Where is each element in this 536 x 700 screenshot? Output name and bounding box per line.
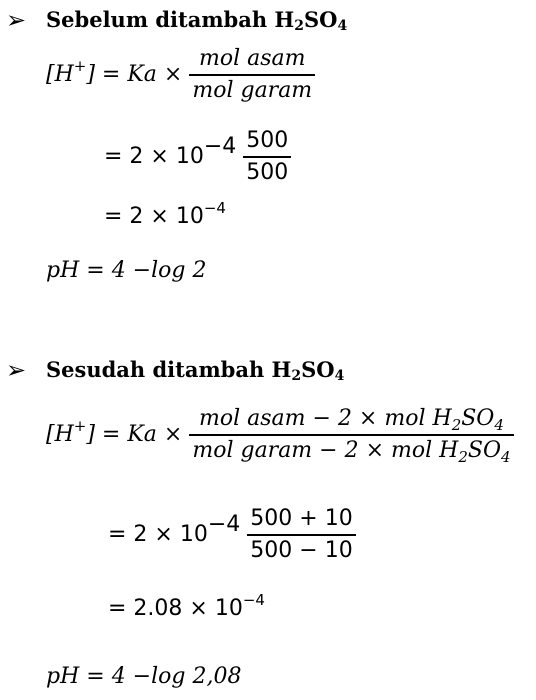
eq-exponent: −4 — [207, 512, 241, 537]
bullet-arrow-icon: ➢ — [6, 356, 27, 384]
section-heading-after — [46, 358, 344, 382]
fraction-mol — [189, 44, 315, 106]
fraction-values — [243, 126, 291, 188]
equation-result-after — [108, 591, 265, 622]
eq-exponent: −4 — [203, 134, 237, 159]
eq-exponent: −4 — [242, 591, 265, 609]
eq-prefix: = 2 × 10 — [104, 204, 204, 229]
heading-text-end: SO — [301, 357, 335, 382]
heading-text: Sebelum ditambah H — [46, 7, 295, 32]
ph-result-before: pH = 4 −log 2 — [46, 258, 207, 283]
equation-h-concentration-before — [46, 44, 315, 106]
fraction-numerator: mol asam − 2 × mol $H_2SO_4$ — [189, 404, 513, 436]
fraction-mol-h2so4 — [189, 404, 513, 466]
fraction-values — [247, 504, 355, 566]
fraction-denominator: mol garam − 2 × mol $H_2SO_4$ — [192, 438, 511, 466]
eq-sup: + — [73, 57, 87, 75]
equation-substitution-after — [108, 504, 356, 566]
heading-subscript: 2 — [294, 18, 304, 34]
fraction-denominator: 500 − 10 — [250, 538, 353, 563]
eq-prefix: = 2 × 10 — [104, 144, 204, 169]
fraction-denominator: 500 — [246, 160, 289, 185]
heading-text: Sesudah ditambah H — [46, 357, 292, 382]
fraction-numerator: 500 — [243, 126, 291, 158]
eq-lhs: [H — [46, 62, 74, 87]
equation-substitution-before — [104, 126, 291, 188]
eq-mid: ] = Ka × — [86, 422, 183, 447]
eq-sup: + — [73, 417, 87, 435]
equation-result-before — [104, 199, 226, 230]
eq-mid: ] = Ka × — [86, 62, 183, 87]
heading-subscript-2: 4 — [337, 18, 348, 34]
fraction-numerator: mol asam — [189, 44, 315, 76]
eq-exponent: −4 — [203, 199, 226, 217]
eq-prefix: = 2.08 × 10 — [108, 596, 243, 621]
fraction-numerator: 500 + 10 — [247, 504, 355, 536]
heading-subscript: 2 — [291, 368, 302, 384]
bullet-arrow-icon: ➢ — [6, 6, 27, 34]
eq-lhs: [H — [46, 422, 74, 447]
heading-subscript-2: 4 — [334, 368, 345, 384]
fraction-denominator: mol garam — [192, 78, 313, 103]
ph-result-after: pH = 4 −log 2,08 — [46, 664, 242, 689]
heading-text-end: SO — [304, 7, 338, 32]
equation-h-concentration-after — [46, 404, 514, 466]
eq-prefix: = 2 × 10 — [108, 522, 208, 547]
section-heading-before — [46, 8, 347, 32]
